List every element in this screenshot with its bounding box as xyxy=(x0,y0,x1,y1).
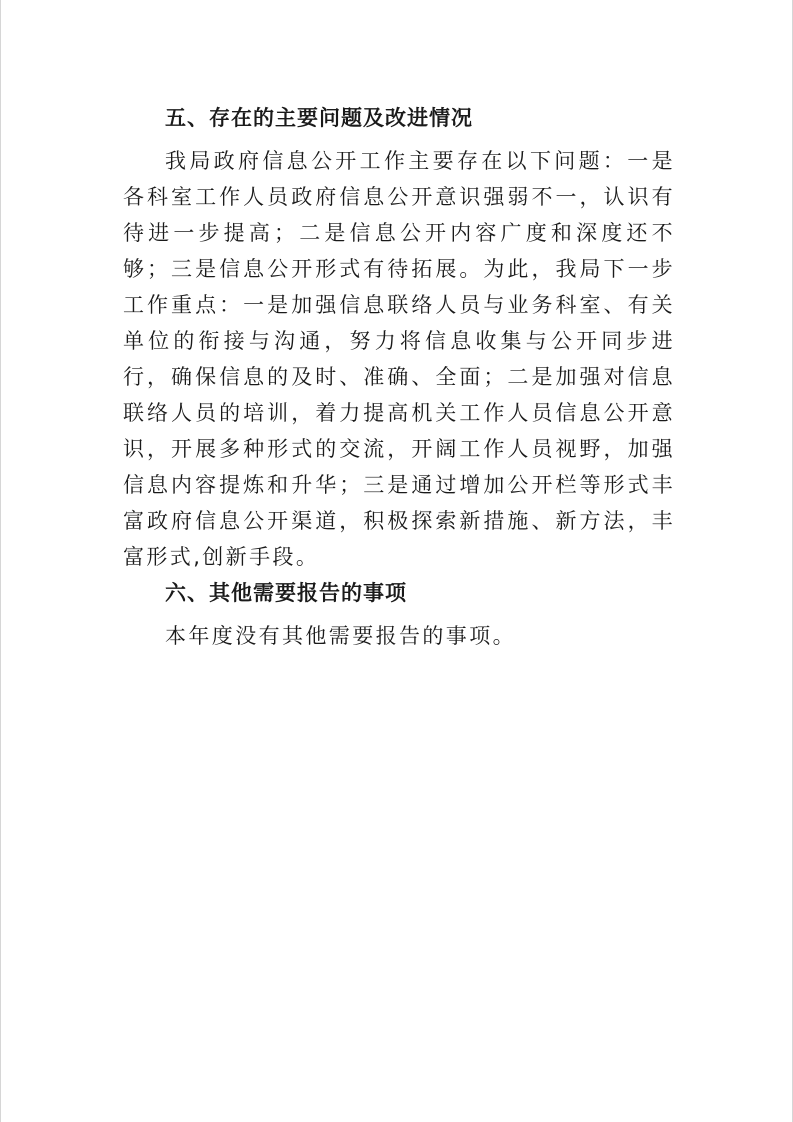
section-heading-other-matters: 六、其他需要报告的事项 xyxy=(165,581,407,605)
section-heading-problems: 五、存在的主要问题及改进情况 xyxy=(165,106,473,130)
section-body-other-matters: 本年度没有其他需要报告的事项。 xyxy=(165,624,516,648)
section-body-problems: 我局政府信息公开工作主要存在以下问题：一是各科室工作人员政府信息公开意识强弱不一，认识有待进一步提高；二是信息公开内容广度和深度还不够；三是信息公开形式有待拓展。为此，我局下一步工作重点：一是加强信息联络人员与业务科室、有关单位的衔接与沟通，努力将信息收集与公开同步进行，确保信息的及时、准确、全面；二是加强对信息联络人员的培训，着力提高机关工作人员信息公开意识，开展多种形式的交流，开阔工作人员视野，加强信息内容提炼和升华；三是通过增加公开栏等形式丰富政府信息公开渠道，积极探索新措施、新方法，丰富形式,创新手段。 xyxy=(123,149,675,569)
document-content xyxy=(123,100,675,654)
